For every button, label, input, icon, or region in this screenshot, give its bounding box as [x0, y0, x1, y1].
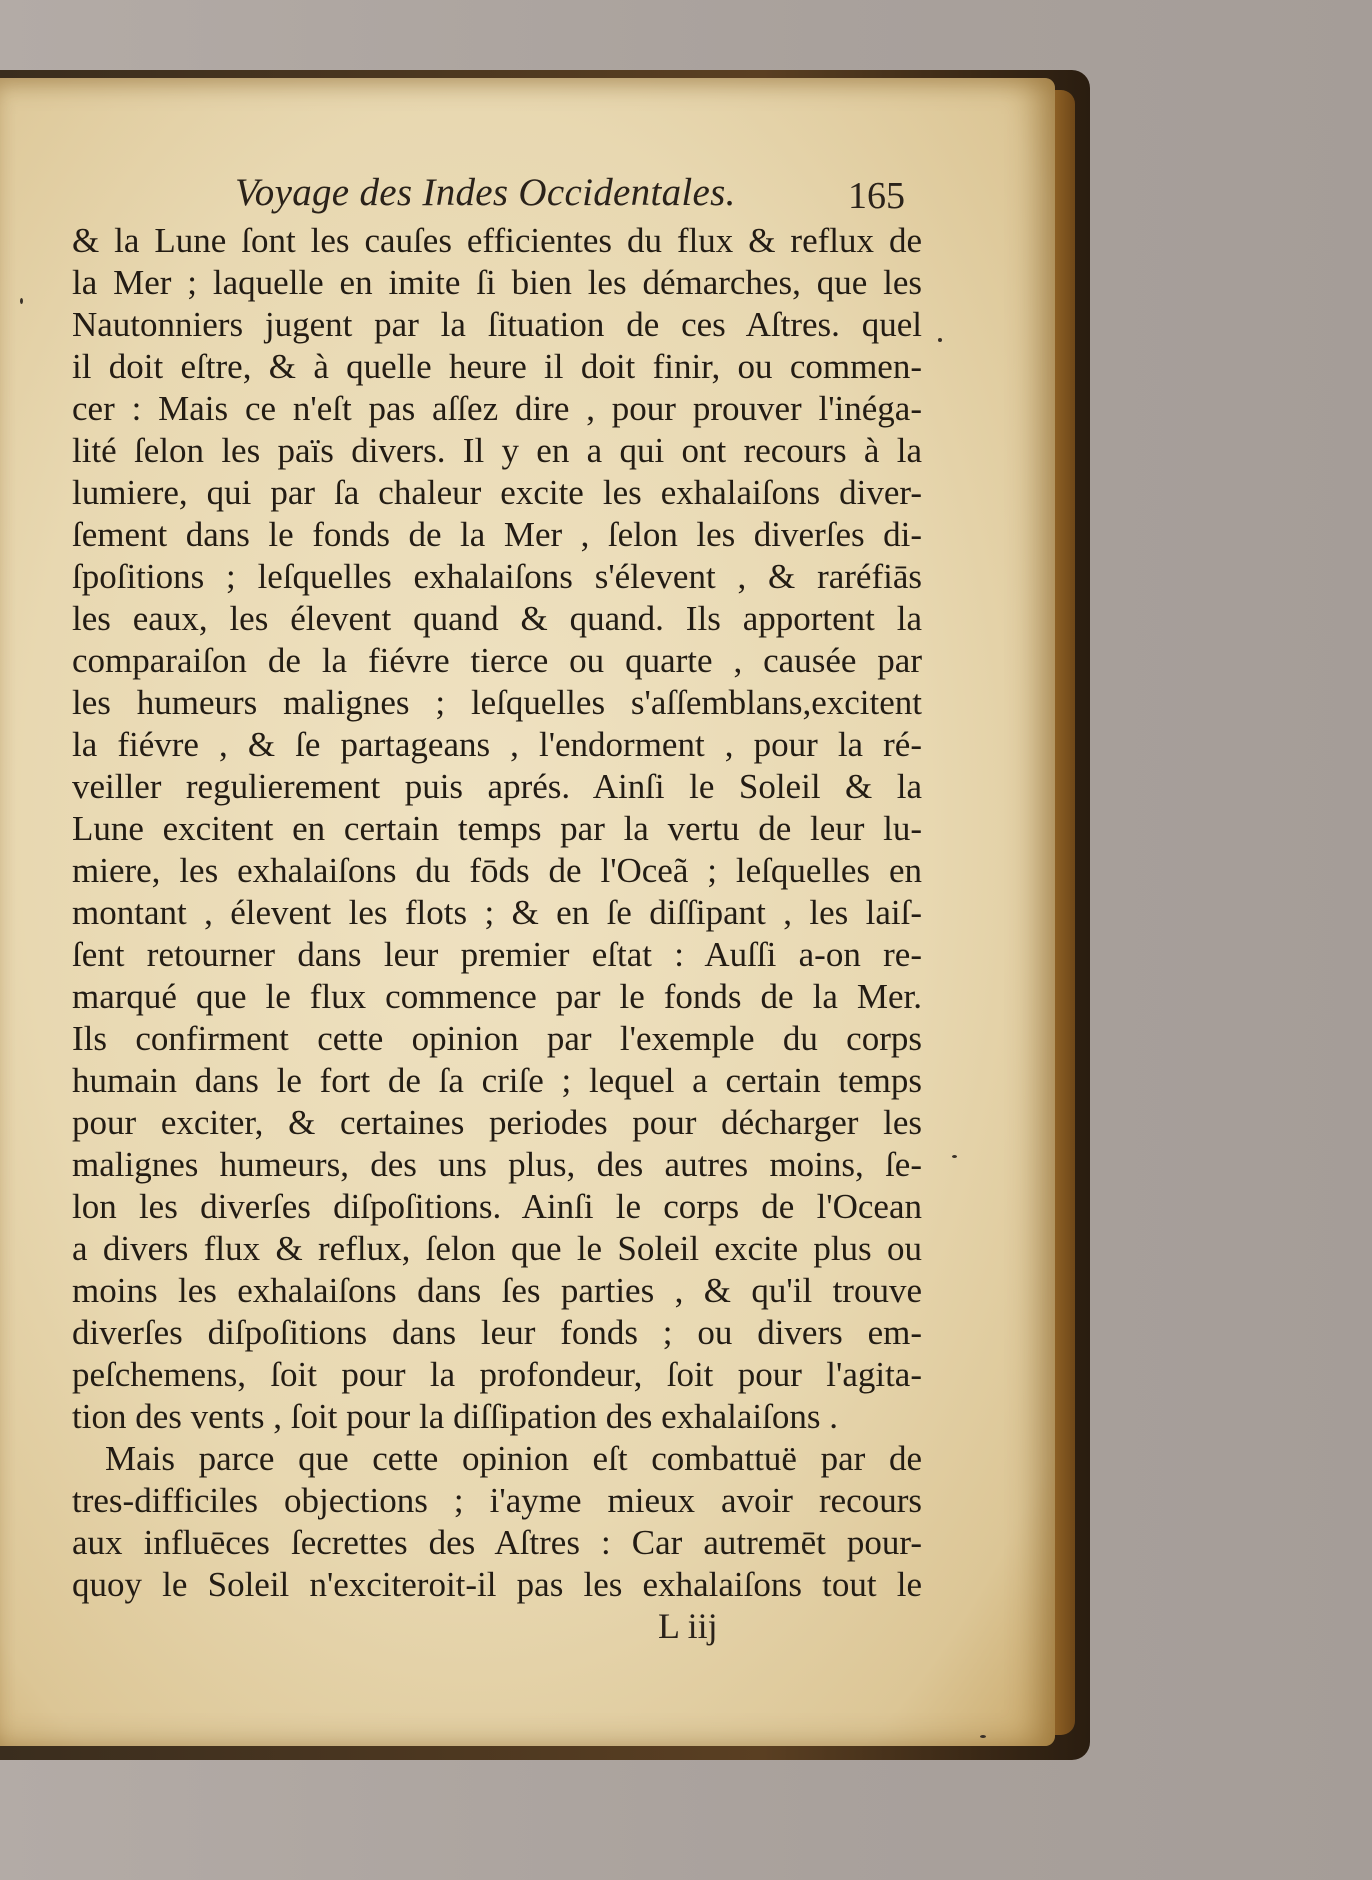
ink-speck — [980, 1735, 986, 1738]
ink-speck — [952, 1155, 957, 1158]
running-head: Voyage des Indes Occidentales. — [235, 171, 736, 214]
text-line: Mais parce que cette opinion eſt combattuë par de — [105, 1439, 922, 1478]
text-line: marqué que le flux commence par le fonds de la Mer. — [72, 977, 922, 1016]
text-line: cer : Mais ce n'eſt pas aſſez dire , pour prouver l'inéga- — [72, 389, 922, 428]
text-line: les humeurs malignes ; leſquelles s'aſſemblans,excitent — [72, 683, 922, 722]
text-line: comparaiſon de la fiévre tierce ou quarte , causée par — [72, 641, 922, 680]
text-line: Lune excitent en certain temps par la vertu de leur lu- — [72, 809, 922, 848]
text-line: tres-difficiles objections ; i'ayme mieux avoir recours — [72, 1481, 922, 1520]
ink-speck — [20, 298, 23, 304]
text-line: moins les exhalaiſons dans ſes parties , & qu'il trouve — [72, 1271, 922, 1310]
text-line: il doit eſtre, & à quelle heure il doit finir, ou commen- — [72, 347, 922, 386]
text-line: pour exciter, & certaines periodes pour décharger les — [72, 1103, 922, 1142]
text-line: montant , élevent les flots ; & en ſe diſſipant , les laiſ- — [72, 893, 922, 932]
text-line: peſchemens, ſoit pour la profondeur, ſoit pour l'agita- — [72, 1355, 922, 1394]
text-line: malignes humeurs, des uns plus, des autres moins, ſe- — [72, 1145, 922, 1184]
text-line: lumiere, qui par ſa chaleur excite les exhalaiſons diver- — [72, 473, 922, 512]
text-line: Ils confirment cette opinion par l'exemple du corps — [72, 1019, 922, 1058]
text-line: tion des vents , ſoit pour la diſſipation des exhalaiſons . — [72, 1397, 839, 1436]
page-number: 165 — [848, 175, 905, 217]
text-line: ſpoſitions ; leſquelles exhalaiſons s'élevent , & raréfiās — [72, 557, 922, 596]
text-line: miere, les exhalaiſons du fōds de l'Oceã ; leſquelles en — [72, 851, 922, 890]
text-line: lité ſelon les païs divers. Il y en a qui ont recours à la — [72, 431, 922, 470]
text-line: veiller regulierement puis aprés. Ainſi le Soleil & la — [72, 767, 922, 806]
text-line: ſement dans le fonds de la Mer , ſelon les diverſes di- — [72, 515, 922, 554]
text-line: quoy le Soleil n'exciteroit-il pas les exhalaiſons tout le — [72, 1565, 922, 1604]
text-line: Nautonniers jugent par la ſituation de ces Aſtres. quel — [72, 305, 922, 344]
body-text — [72, 220, 922, 1606]
text-line: a divers flux & reflux, ſelon que le Soleil excite plus ou — [72, 1229, 922, 1268]
text-line: les eaux, les élevent quand & quand. Ils apportent la — [72, 599, 922, 638]
text-line: lon les diverſes diſpoſitions. Ainſi le corps de l'Ocean — [72, 1187, 922, 1226]
text-line: la fiévre , & ſe partageans , l'endorment , pour la ré- — [72, 725, 922, 764]
text-line: ſent retourner dans leur premier eſtat : Auſſi a-on re- — [72, 935, 922, 974]
text-line: aux influēces ſecrettes des Aſtres : Car autremēt pour- — [72, 1523, 922, 1562]
signature-mark: L iij — [658, 1606, 718, 1646]
text-line: humain dans le fort de ſa criſe ; lequel a certain temps — [72, 1061, 922, 1100]
ink-speck — [938, 338, 942, 342]
text-line: diverſes diſpoſitions dans leur fonds ; ou divers em- — [72, 1313, 922, 1352]
text-line: la Mer ; laquelle en imite ſi bien les démarches, que les — [72, 263, 922, 302]
text-line: & la Lune ſont les cauſes efficientes du flux & reflux de — [72, 221, 922, 260]
